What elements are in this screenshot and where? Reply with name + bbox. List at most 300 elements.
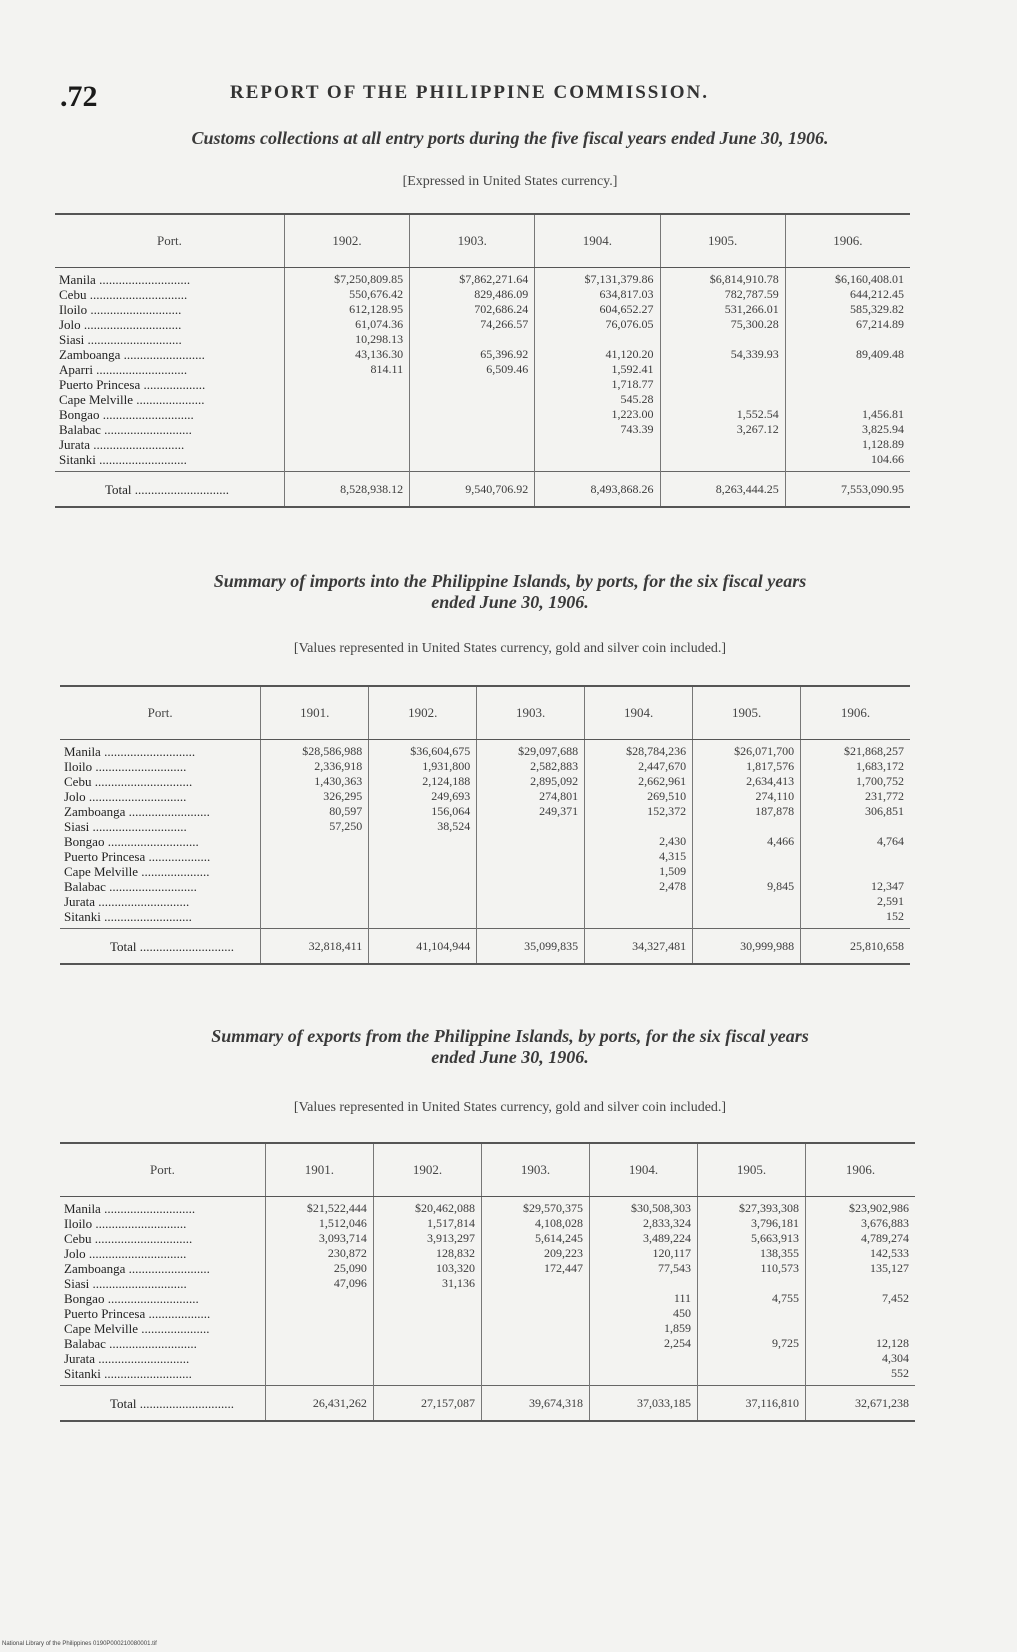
value-cell bbox=[284, 377, 409, 392]
port-name: Jurata ............................ bbox=[64, 894, 190, 909]
value-cell: 138,355 bbox=[698, 1246, 806, 1261]
table-row bbox=[60, 1246, 915, 1261]
port-column-header: Port. bbox=[60, 1143, 265, 1197]
value-cell: 634,817.03 bbox=[535, 287, 660, 302]
value-cell: 1,456.81 bbox=[785, 407, 910, 422]
value-cell bbox=[693, 894, 801, 909]
table-row bbox=[60, 1276, 915, 1291]
value-cell bbox=[481, 1351, 589, 1366]
value-cell: $20,462,088 bbox=[373, 1201, 481, 1216]
value-cell bbox=[698, 1306, 806, 1321]
value-cell: 1,931,800 bbox=[369, 759, 477, 774]
value-cell: 74,266.57 bbox=[410, 317, 535, 332]
total-label: Total ............................. bbox=[55, 472, 284, 508]
value-cell: 306,851 bbox=[801, 804, 910, 819]
value-cell bbox=[806, 1276, 915, 1291]
value-cell bbox=[660, 392, 785, 407]
value-cell bbox=[410, 437, 535, 452]
exports-subtitle: [Values represented in United States currency, gold and silver coin included.] bbox=[293, 1100, 727, 1115]
value-cell: $27,393,308 bbox=[698, 1201, 806, 1216]
value-cell: 604,652.27 bbox=[535, 302, 660, 317]
table-row bbox=[60, 1216, 915, 1231]
value-cell: $29,570,375 bbox=[481, 1201, 589, 1216]
value-cell: 54,339.93 bbox=[660, 347, 785, 362]
total-value: 30,999,988 bbox=[693, 929, 801, 965]
total-row bbox=[55, 472, 910, 508]
value-cell bbox=[265, 1321, 373, 1336]
value-cell: 25,090 bbox=[265, 1261, 373, 1276]
table-row bbox=[55, 272, 910, 287]
port-name: Cape Melville ..................... bbox=[64, 864, 210, 879]
table-row bbox=[60, 1321, 915, 1336]
value-cell: 47,096 bbox=[265, 1276, 373, 1291]
value-cell: 3,093,714 bbox=[265, 1231, 373, 1246]
value-cell: 552 bbox=[806, 1366, 915, 1381]
value-cell: 1,512,046 bbox=[265, 1216, 373, 1231]
value-cell: 80,597 bbox=[261, 804, 369, 819]
total-value: 26,431,262 bbox=[265, 1386, 373, 1422]
table-row bbox=[60, 909, 910, 924]
value-cell: 230,872 bbox=[265, 1246, 373, 1261]
total-value: 9,540,706.92 bbox=[410, 472, 535, 508]
value-cell bbox=[265, 1291, 373, 1306]
value-cell bbox=[698, 1321, 806, 1336]
port-name: Puerto Princesa ................... bbox=[64, 1306, 211, 1321]
value-cell: $23,902,986 bbox=[806, 1201, 915, 1216]
value-cell bbox=[801, 864, 910, 879]
value-cell bbox=[477, 894, 585, 909]
value-cell: $21,868,257 bbox=[801, 744, 910, 759]
total-value: 39,674,318 bbox=[481, 1386, 589, 1422]
port-name: Sitanki ........................... bbox=[59, 452, 187, 467]
imports-title-line1: Summary of imports into the Philippine Islands, by ports, for the six fiscal years bbox=[213, 571, 807, 591]
value-cell bbox=[369, 879, 477, 894]
value-cell: 9,845 bbox=[693, 879, 801, 894]
value-cell: $6,160,408.01 bbox=[785, 272, 910, 287]
value-cell: 5,663,913 bbox=[698, 1231, 806, 1246]
table-row bbox=[55, 377, 910, 392]
value-cell: 57,250 bbox=[261, 819, 369, 834]
value-cell: 187,878 bbox=[693, 804, 801, 819]
value-cell: 152,372 bbox=[585, 804, 693, 819]
table-row bbox=[60, 759, 910, 774]
table-header bbox=[60, 686, 910, 740]
value-cell bbox=[265, 1366, 373, 1381]
value-cell: 3,796,181 bbox=[698, 1216, 806, 1231]
value-cell: 142,533 bbox=[806, 1246, 915, 1261]
value-cell: 3,489,224 bbox=[589, 1231, 697, 1246]
value-cell bbox=[373, 1306, 481, 1321]
value-cell bbox=[373, 1291, 481, 1306]
value-cell: 67,214.89 bbox=[785, 317, 910, 332]
year-column-header: 1906. bbox=[785, 214, 910, 268]
table-row bbox=[55, 392, 910, 407]
value-cell: 111 bbox=[589, 1291, 697, 1306]
value-cell: 209,223 bbox=[481, 1246, 589, 1261]
value-cell: 5,614,245 bbox=[481, 1231, 589, 1246]
value-cell: $21,522,444 bbox=[265, 1201, 373, 1216]
value-cell: 103,320 bbox=[373, 1261, 481, 1276]
value-cell bbox=[369, 864, 477, 879]
value-cell: 326,295 bbox=[261, 789, 369, 804]
value-cell bbox=[369, 909, 477, 924]
value-cell bbox=[373, 1366, 481, 1381]
value-cell bbox=[410, 407, 535, 422]
table-header bbox=[55, 214, 910, 268]
table-row bbox=[60, 1291, 915, 1306]
value-cell: 2,430 bbox=[585, 834, 693, 849]
value-cell: 545.28 bbox=[535, 392, 660, 407]
value-cell bbox=[660, 332, 785, 347]
table-row bbox=[55, 332, 910, 347]
value-cell: 269,510 bbox=[585, 789, 693, 804]
value-cell: $28,784,236 bbox=[585, 744, 693, 759]
total-value: 27,157,087 bbox=[373, 1386, 481, 1422]
value-cell bbox=[785, 392, 910, 407]
value-cell bbox=[410, 332, 535, 347]
value-cell bbox=[284, 452, 409, 467]
value-cell bbox=[785, 332, 910, 347]
table-row bbox=[55, 347, 910, 362]
total-value: 7,553,090.95 bbox=[785, 472, 910, 508]
port-name: Zamboanga ......................... bbox=[64, 804, 210, 819]
total-value: 41,104,944 bbox=[369, 929, 477, 965]
customs-table bbox=[55, 213, 910, 508]
value-cell bbox=[477, 909, 585, 924]
value-cell: 38,524 bbox=[369, 819, 477, 834]
port-column-header: Port. bbox=[60, 686, 261, 740]
customs-subtitle: [Expressed in United States currency.] bbox=[402, 174, 618, 189]
value-cell: 2,478 bbox=[585, 879, 693, 894]
value-cell: 531,266.01 bbox=[660, 302, 785, 317]
value-cell: 12,347 bbox=[801, 879, 910, 894]
value-cell: 1,817,576 bbox=[693, 759, 801, 774]
value-cell: 135,127 bbox=[806, 1261, 915, 1276]
value-cell: 3,913,297 bbox=[373, 1231, 481, 1246]
value-cell bbox=[801, 849, 910, 864]
value-cell bbox=[589, 1276, 697, 1291]
value-cell: 550,676.42 bbox=[284, 287, 409, 302]
port-name: Iloilo ............................ bbox=[64, 759, 187, 774]
value-cell bbox=[535, 332, 660, 347]
table-row bbox=[60, 804, 910, 819]
value-cell: 75,300.28 bbox=[660, 317, 785, 332]
value-cell bbox=[410, 377, 535, 392]
value-cell: 1,718.77 bbox=[535, 377, 660, 392]
value-cell: 4,764 bbox=[801, 834, 910, 849]
total-value: 8,528,938.12 bbox=[284, 472, 409, 508]
exports-title-line1: Summary of exports from the Philippine Islands, by ports, for the six fiscal years bbox=[211, 1026, 809, 1046]
value-cell: 644,212.45 bbox=[785, 287, 910, 302]
value-cell: 4,108,028 bbox=[481, 1216, 589, 1231]
total-value: 32,818,411 bbox=[261, 929, 369, 965]
table-row bbox=[55, 452, 910, 467]
year-column-header: 1902. bbox=[369, 686, 477, 740]
port-name: Cape Melville ..................... bbox=[59, 392, 205, 407]
value-cell bbox=[265, 1336, 373, 1351]
value-cell bbox=[660, 362, 785, 377]
table-row bbox=[60, 1261, 915, 1276]
value-cell: 612,128.95 bbox=[284, 302, 409, 317]
value-cell: 249,693 bbox=[369, 789, 477, 804]
value-cell bbox=[481, 1336, 589, 1351]
table-row bbox=[60, 1306, 915, 1321]
table-row bbox=[60, 879, 910, 894]
total-label: Total ............................. bbox=[60, 1386, 265, 1422]
port-name: Manila ............................ bbox=[64, 1201, 196, 1216]
year-column-header: 1905. bbox=[693, 686, 801, 740]
value-cell: 2,662,961 bbox=[585, 774, 693, 789]
table-header bbox=[60, 1143, 915, 1197]
value-cell: 65,396.92 bbox=[410, 347, 535, 362]
value-cell bbox=[373, 1321, 481, 1336]
value-cell: 2,336,918 bbox=[261, 759, 369, 774]
year-column-header: 1903. bbox=[481, 1143, 589, 1197]
value-cell bbox=[284, 392, 409, 407]
port-name: Cebu .............................. bbox=[64, 774, 193, 789]
table-row bbox=[55, 317, 910, 332]
value-cell bbox=[693, 819, 801, 834]
imports-table bbox=[60, 685, 910, 965]
year-column-header: 1901. bbox=[265, 1143, 373, 1197]
value-cell bbox=[373, 1351, 481, 1366]
port-name: Balabac ........................... bbox=[64, 1336, 197, 1351]
port-name: Cebu .............................. bbox=[64, 1231, 193, 1246]
value-cell bbox=[477, 849, 585, 864]
value-cell bbox=[261, 834, 369, 849]
value-cell bbox=[585, 894, 693, 909]
value-cell bbox=[535, 452, 660, 467]
value-cell bbox=[410, 452, 535, 467]
table-row bbox=[55, 407, 910, 422]
total-value: 8,493,868.26 bbox=[535, 472, 660, 508]
port-name: Puerto Princesa ................... bbox=[64, 849, 211, 864]
value-cell: $29,097,688 bbox=[477, 744, 585, 759]
value-cell: 1,592.41 bbox=[535, 362, 660, 377]
value-cell bbox=[481, 1291, 589, 1306]
table-row bbox=[60, 1351, 915, 1366]
value-cell: $7,250,809.85 bbox=[284, 272, 409, 287]
table-body bbox=[55, 268, 910, 508]
value-cell: 3,267.12 bbox=[660, 422, 785, 437]
table-row bbox=[60, 834, 910, 849]
value-cell bbox=[693, 864, 801, 879]
imports-subtitle: [Values represented in United States currency, gold and silver coin included.] bbox=[293, 641, 727, 656]
value-cell bbox=[477, 879, 585, 894]
total-value: 35,099,835 bbox=[477, 929, 585, 965]
year-column-header: 1903. bbox=[477, 686, 585, 740]
value-cell: 128,832 bbox=[373, 1246, 481, 1261]
value-cell: 110,573 bbox=[698, 1261, 806, 1276]
port-name: Zamboanga ......................... bbox=[59, 347, 205, 362]
value-cell: 814.11 bbox=[284, 362, 409, 377]
value-cell bbox=[477, 834, 585, 849]
value-cell: 2,447,670 bbox=[585, 759, 693, 774]
port-name: Manila ............................ bbox=[64, 744, 196, 759]
value-cell bbox=[477, 819, 585, 834]
value-cell: 104.66 bbox=[785, 452, 910, 467]
value-cell: 2,833,324 bbox=[589, 1216, 697, 1231]
port-name: Jolo .............................. bbox=[59, 317, 182, 332]
value-cell: $36,604,675 bbox=[369, 744, 477, 759]
value-cell bbox=[284, 437, 409, 452]
table-body bbox=[60, 1197, 915, 1422]
scan-imprint: National Library of the Philippines 0190P000210080001.tif bbox=[2, 1641, 157, 1647]
table-row bbox=[60, 1201, 915, 1216]
port-name: Jolo .............................. bbox=[64, 1246, 187, 1261]
port-name: Puerto Princesa ................... bbox=[59, 377, 206, 392]
page-number: .72 bbox=[60, 80, 98, 113]
table-row bbox=[60, 864, 910, 879]
year-column-header: 1904. bbox=[589, 1143, 697, 1197]
value-cell: 2,591 bbox=[801, 894, 910, 909]
port-name: Bongao ............................ bbox=[59, 407, 194, 422]
value-cell: 4,789,274 bbox=[806, 1231, 915, 1246]
value-cell: 120,117 bbox=[589, 1246, 697, 1261]
exports-table bbox=[60, 1142, 915, 1422]
value-cell: 249,371 bbox=[477, 804, 585, 819]
table-row bbox=[60, 789, 910, 804]
port-name: Manila ............................ bbox=[59, 272, 191, 287]
value-cell: 1,859 bbox=[589, 1321, 697, 1336]
table-row bbox=[55, 422, 910, 437]
total-value: 37,033,185 bbox=[589, 1386, 697, 1422]
value-cell bbox=[698, 1366, 806, 1381]
value-cell: 31,136 bbox=[373, 1276, 481, 1291]
value-cell bbox=[369, 834, 477, 849]
value-cell bbox=[481, 1321, 589, 1336]
value-cell bbox=[660, 377, 785, 392]
value-cell bbox=[373, 1336, 481, 1351]
value-cell: 450 bbox=[589, 1306, 697, 1321]
value-cell bbox=[806, 1306, 915, 1321]
value-cell: 77,543 bbox=[589, 1261, 697, 1276]
header-row bbox=[60, 1143, 915, 1197]
table-row bbox=[60, 894, 910, 909]
port-name: Iloilo ............................ bbox=[64, 1216, 187, 1231]
value-cell: 3,825.94 bbox=[785, 422, 910, 437]
value-cell bbox=[410, 392, 535, 407]
value-cell: 1,552.54 bbox=[660, 407, 785, 422]
value-cell: 10,298.13 bbox=[284, 332, 409, 347]
value-cell: 274,110 bbox=[693, 789, 801, 804]
table-row bbox=[60, 849, 910, 864]
value-cell bbox=[660, 452, 785, 467]
imports-title-line2: ended June 30, 1906. bbox=[431, 592, 589, 612]
port-name: Sitanki ........................... bbox=[64, 1366, 192, 1381]
value-cell: 1,509 bbox=[585, 864, 693, 879]
value-cell: $6,814,910.78 bbox=[660, 272, 785, 287]
value-cell bbox=[261, 909, 369, 924]
value-cell bbox=[369, 849, 477, 864]
value-cell: 1,517,814 bbox=[373, 1216, 481, 1231]
value-cell: 6,509.46 bbox=[410, 362, 535, 377]
port-name: Cebu .............................. bbox=[59, 287, 188, 302]
value-cell bbox=[585, 909, 693, 924]
value-cell bbox=[481, 1366, 589, 1381]
port-column-header: Port. bbox=[55, 214, 284, 268]
value-cell bbox=[785, 377, 910, 392]
value-cell: 1,430,363 bbox=[261, 774, 369, 789]
value-cell bbox=[261, 849, 369, 864]
year-column-header: 1904. bbox=[535, 214, 660, 268]
exports-title-line2: ended June 30, 1906. bbox=[431, 1047, 589, 1067]
total-value: 34,327,481 bbox=[585, 929, 693, 965]
year-column-header: 1905. bbox=[660, 214, 785, 268]
value-cell: 829,486.09 bbox=[410, 287, 535, 302]
value-cell: 61,074.36 bbox=[284, 317, 409, 332]
value-cell: 231,772 bbox=[801, 789, 910, 804]
value-cell: 585,329.82 bbox=[785, 302, 910, 317]
table-row bbox=[60, 1336, 915, 1351]
port-name: Sitanki ........................... bbox=[64, 909, 192, 924]
year-column-header: 1903. bbox=[410, 214, 535, 268]
value-cell bbox=[801, 819, 910, 834]
value-cell bbox=[284, 407, 409, 422]
value-cell: 41,120.20 bbox=[535, 347, 660, 362]
table-row bbox=[60, 1231, 915, 1246]
value-cell: 12,128 bbox=[806, 1336, 915, 1351]
value-cell: $28,586,988 bbox=[261, 744, 369, 759]
table-row bbox=[60, 774, 910, 789]
value-cell bbox=[693, 849, 801, 864]
year-column-header: 1906. bbox=[806, 1143, 915, 1197]
value-cell: 1,683,172 bbox=[801, 759, 910, 774]
value-cell: $7,131,379.86 bbox=[535, 272, 660, 287]
value-cell: 152 bbox=[801, 909, 910, 924]
value-cell: 743.39 bbox=[535, 422, 660, 437]
value-cell: 43,136.30 bbox=[284, 347, 409, 362]
header-row bbox=[60, 686, 910, 740]
value-cell: 1,128.89 bbox=[785, 437, 910, 452]
port-name: Bongao ............................ bbox=[64, 1291, 199, 1306]
total-row bbox=[60, 1386, 915, 1422]
value-cell: 274,801 bbox=[477, 789, 585, 804]
total-value: 8,263,444.25 bbox=[660, 472, 785, 508]
value-cell bbox=[660, 437, 785, 452]
table-row bbox=[55, 302, 910, 317]
year-column-header: 1901. bbox=[261, 686, 369, 740]
port-name: Siasi ............................. bbox=[64, 1276, 187, 1291]
value-cell: $7,862,271.64 bbox=[410, 272, 535, 287]
table-row bbox=[60, 819, 910, 834]
value-cell: 782,787.59 bbox=[660, 287, 785, 302]
value-cell: 2,895,092 bbox=[477, 774, 585, 789]
year-column-header: 1905. bbox=[698, 1143, 806, 1197]
value-cell: 1,700,752 bbox=[801, 774, 910, 789]
value-cell: 4,466 bbox=[693, 834, 801, 849]
value-cell: $30,508,303 bbox=[589, 1201, 697, 1216]
port-name: Balabac ........................... bbox=[59, 422, 192, 437]
year-column-header: 1902. bbox=[373, 1143, 481, 1197]
value-cell bbox=[265, 1351, 373, 1366]
value-cell: 2,254 bbox=[589, 1336, 697, 1351]
table-row bbox=[55, 437, 910, 452]
value-cell bbox=[535, 437, 660, 452]
port-name: Iloilo ............................ bbox=[59, 302, 182, 317]
port-name: Jurata ............................ bbox=[59, 437, 185, 452]
total-label: Total ............................. bbox=[60, 929, 261, 965]
value-cell: $26,071,700 bbox=[693, 744, 801, 759]
value-cell: 1,223.00 bbox=[535, 407, 660, 422]
value-cell: 172,447 bbox=[481, 1261, 589, 1276]
port-name: Jolo .............................. bbox=[64, 789, 187, 804]
value-cell bbox=[698, 1276, 806, 1291]
year-column-header: 1902. bbox=[284, 214, 409, 268]
value-cell bbox=[369, 894, 477, 909]
total-row bbox=[60, 929, 910, 965]
header-row bbox=[55, 214, 910, 268]
